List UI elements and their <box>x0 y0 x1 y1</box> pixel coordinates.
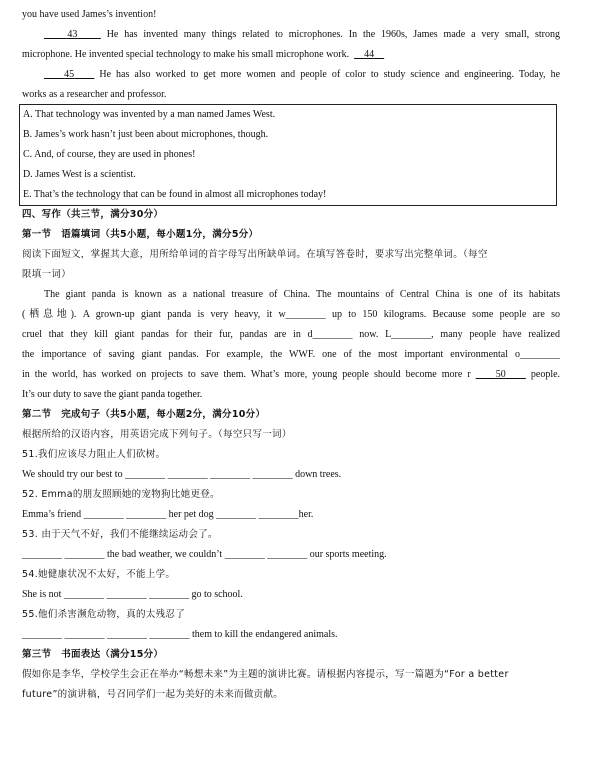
option-a: A. That technology was invented by a man named James West. <box>23 109 276 120</box>
question-54-cn: 54.她健康状况不太好，不能上学。 <box>22 569 176 580</box>
passage-line: the importance of saving giant pandas. For example, the WWF. one of the most important environmental o________ <box>22 349 560 360</box>
blank-45: 45 <box>64 69 75 80</box>
passage-line <box>22 25 560 45</box>
option-e: E. That’s the technology that can be found in almost all microphones today! <box>23 189 327 200</box>
question-52-en: Emma’s friend ________ ________ her pet dog ________ ________her. <box>22 509 314 520</box>
blank-50: 50 <box>495 369 506 380</box>
question-55-cn: 55.他们杀害濒危动物，真的太残忍了 <box>22 609 186 620</box>
question-54-en: She is not ________ ________ ________ go to school. <box>22 589 243 600</box>
instruction-text: 限填一词） <box>22 269 72 280</box>
options-box <box>19 104 557 206</box>
question-53-cn: 53. 由于天气不好，我们不能继续运动会了。 <box>22 529 218 540</box>
section-heading: 四、写作（共三节，满分30分） <box>22 209 164 220</box>
instruction-text: 阅读下面短文，掌握其大意，用所给单词的首字母写出所缺单词。在填写答卷时，要求写出完整单词。（每空 <box>22 249 488 260</box>
instruction-text: 根据所给的汉语内容，用英语完成下列句子。（每空只写一词） <box>22 429 292 440</box>
passage-text: He has also worked to get more women and people of color to study science and engineering. Today, he <box>99 69 560 80</box>
passage-line: works as a researcher and professor. <box>22 89 167 100</box>
passage-line: (栖息地). A grown-up giant panda is very heavy, it w________ up to 150 kilograms. Because some people are so <box>22 309 560 320</box>
passage-line: The giant panda is known as a national treasure of China. The mountains of Central China is one of its habitats <box>44 289 560 300</box>
question-52-cn: 52. Emma的朋友照顾她的宠物狗比她更登。 <box>22 489 220 500</box>
passage-line: cruel that they kill giant pandas for their fur, pandas are in d________ now. L________, many people have realized <box>22 329 560 340</box>
passage-text: microphone. He invented special technology to make his small microphone work. <box>22 49 350 60</box>
question-55-en: ________ ________ ________ ________ them to kill the endangered animals. <box>22 629 338 640</box>
subsection-title: 第一节 语篇填词（共5小题，每小题1分，满分5分） <box>22 229 259 240</box>
passage-line <box>22 65 560 85</box>
instruction-text: future”的演讲稿，号召同学们一起为美好的未来而做贡献。 <box>22 689 284 700</box>
passage-text: He has invented many things related to microphones. In the 1960s, James made a very small, strong <box>106 29 560 40</box>
question-51-en: We should try our best to ________ ________ ________ ________ down trees. <box>22 469 342 480</box>
blank-44: 44 <box>364 49 375 60</box>
passage-line: in the world, has worked on projects to save them. What’s more, young people should become more r 50 people. <box>22 369 560 380</box>
blank-43: 43 <box>67 29 78 40</box>
passage-line: you have used James’s invention! <box>22 9 157 20</box>
subsection-title: 第三节 书面表达（满分15分） <box>22 649 164 660</box>
passage-line: It’s our duty to save the giant panda together. <box>22 389 203 400</box>
question-51-cn: 51.我们应该尽力阻止人们砍树。 <box>22 449 166 460</box>
option-b: B. James’s work hasn’t just been about microphones, though. <box>23 129 269 140</box>
option-d: D. James West is a scientist. <box>23 169 136 180</box>
instruction-text: 假如你是李华，学校学生会正在举办“畅想未来”为主题的演讲比赛。请根据内容提示，写一篇题为“For a better <box>22 669 509 680</box>
passage-line <box>22 45 560 65</box>
subsection-title: 第二节 完成句子（共5小题，每小题2分，满分10分） <box>22 409 266 420</box>
option-c: C. And, of course, they are used in phones! <box>23 149 196 160</box>
question-53-en: ________ ________ the bad weather, we couldn’t ________ ________ our sports meeting. <box>22 549 387 560</box>
